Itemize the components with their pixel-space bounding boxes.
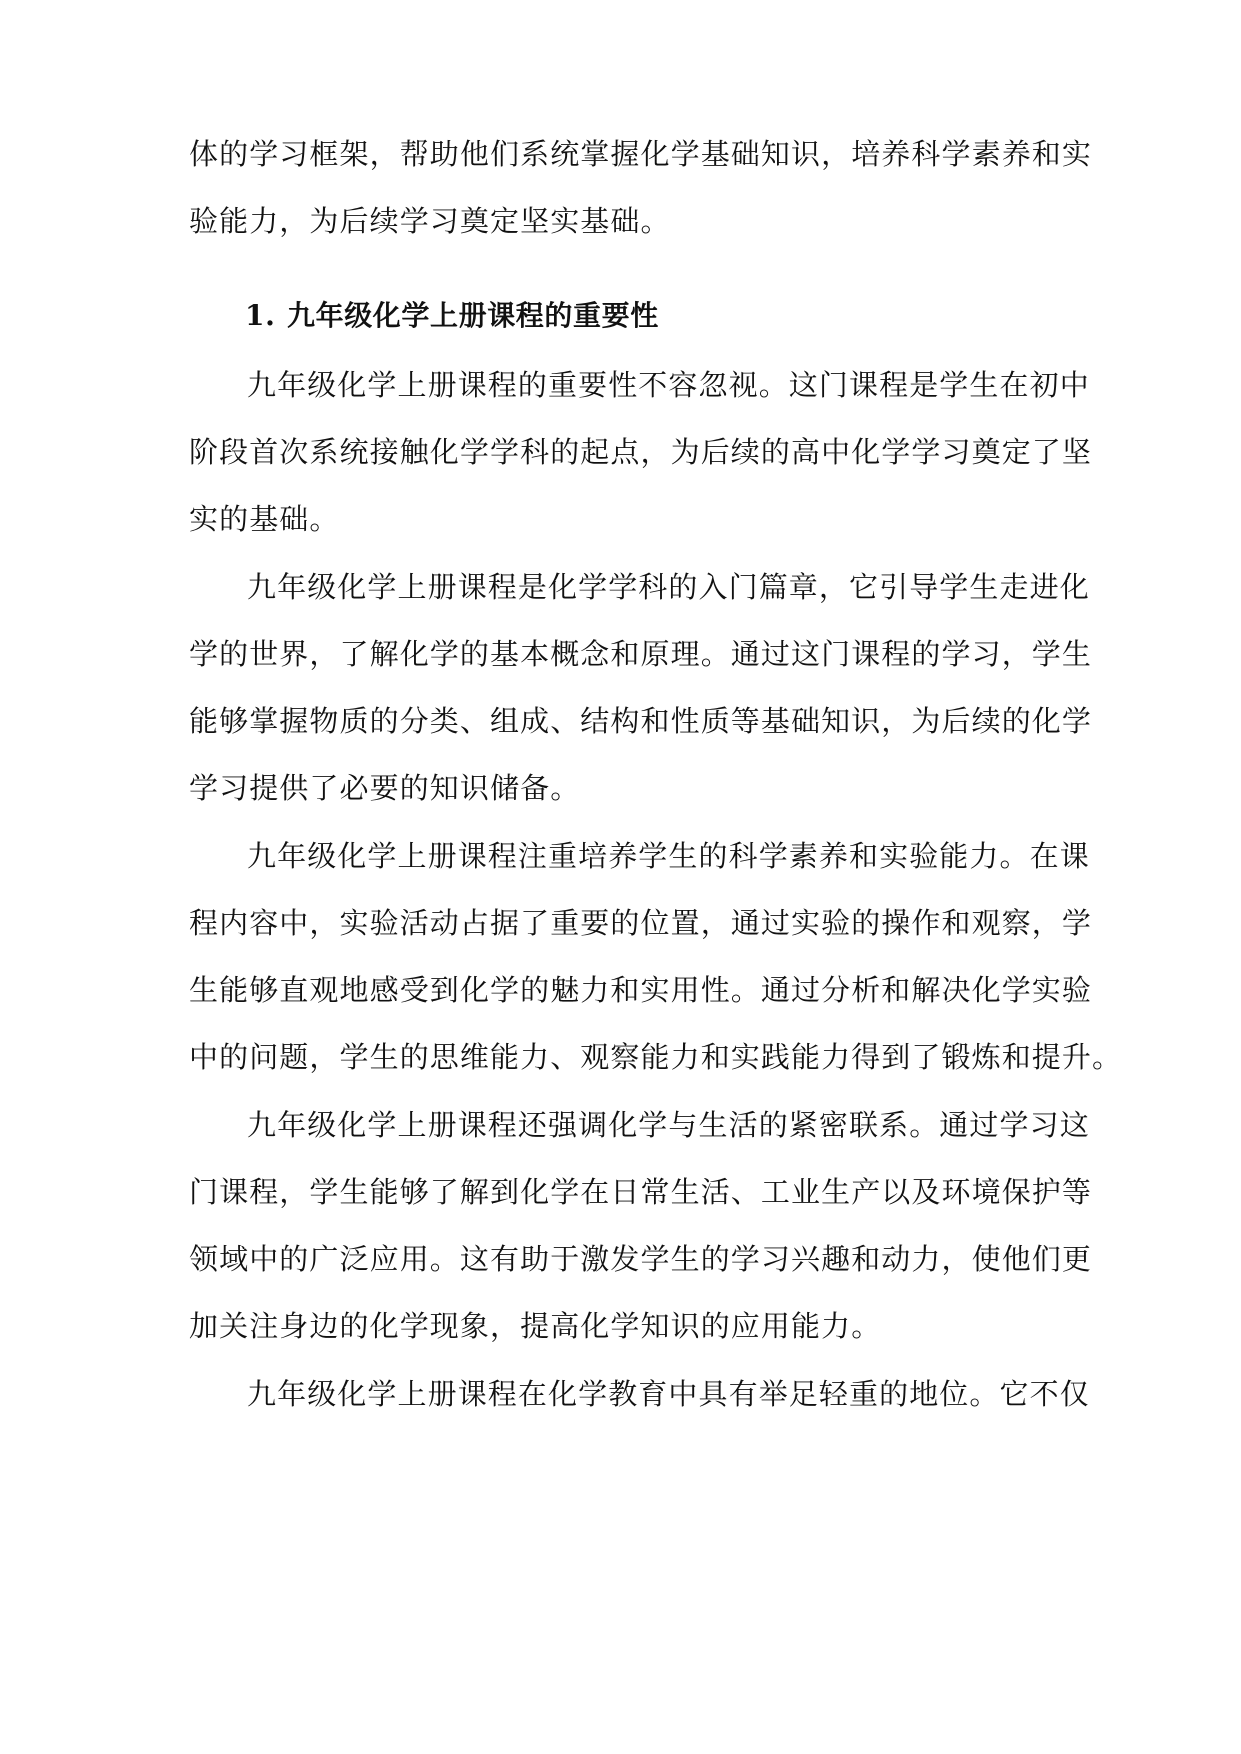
- section-title: 九年级化学上册课程的重要性: [287, 299, 659, 332]
- paragraph-line: 能够掌握物质的分类、组成、结构和性质等基础知识，为后续的化学: [189, 704, 1093, 738]
- paragraph-line: 学的世界，了解化学的基本概念和原理。通过这门课程的学习，学生: [189, 637, 1093, 671]
- paragraph-line: 九年级化学上册课程在化学教育中具有举足轻重的地位。它不仅: [247, 1377, 1090, 1411]
- paragraph-line: 领域中的广泛应用。这有助于激发学生的学习兴趣和动力，使他们更: [189, 1242, 1093, 1276]
- intro-line: 体的学习框架，帮助他们系统掌握化学基础知识，培养科学素养和实: [189, 137, 1093, 171]
- intro-line: 验能力，为后续学习奠定坚实基础。: [189, 204, 671, 238]
- paragraph-line: 学习提供了必要的知识储备。: [189, 771, 581, 805]
- paragraph-line: 阶段首次系统接触化学学科的起点，为后续的高中化学学习奠定了坚: [189, 435, 1093, 469]
- section-heading: [245, 296, 659, 336]
- paragraph-line: 九年级化学上册课程的重要性不容忽视。这门课程是学生在初中: [247, 368, 1090, 402]
- paragraph-line: 中的问题，学生的思维能力、观察能力和实践能力得到了锻炼和提升。: [189, 1040, 1123, 1074]
- paragraph-line: 实的基础。: [189, 502, 340, 536]
- paragraph-line: 门课程，学生能够了解到化学在日常生活、工业生产以及环境保护等: [189, 1175, 1093, 1209]
- paragraph-line: 程内容中，实验活动占据了重要的位置，通过实验的操作和观察，学: [189, 906, 1093, 940]
- paragraph-line: 九年级化学上册课程注重培养学生的科学素养和实验能力。在课: [247, 839, 1090, 873]
- paragraph-line: 加关注身边的化学现象，提高化学知识的应用能力。: [189, 1309, 882, 1343]
- paragraph-line: 生能够直观地感受到化学的魅力和实用性。通过分析和解决化学实验: [189, 973, 1093, 1007]
- paragraph-line: 九年级化学上册课程还强调化学与生活的紧密联系。通过学习这: [247, 1108, 1090, 1142]
- section-number: 1.: [245, 299, 276, 332]
- paragraph-line: 九年级化学上册课程是化学学科的入门篇章，它引导学生走进化: [247, 570, 1090, 604]
